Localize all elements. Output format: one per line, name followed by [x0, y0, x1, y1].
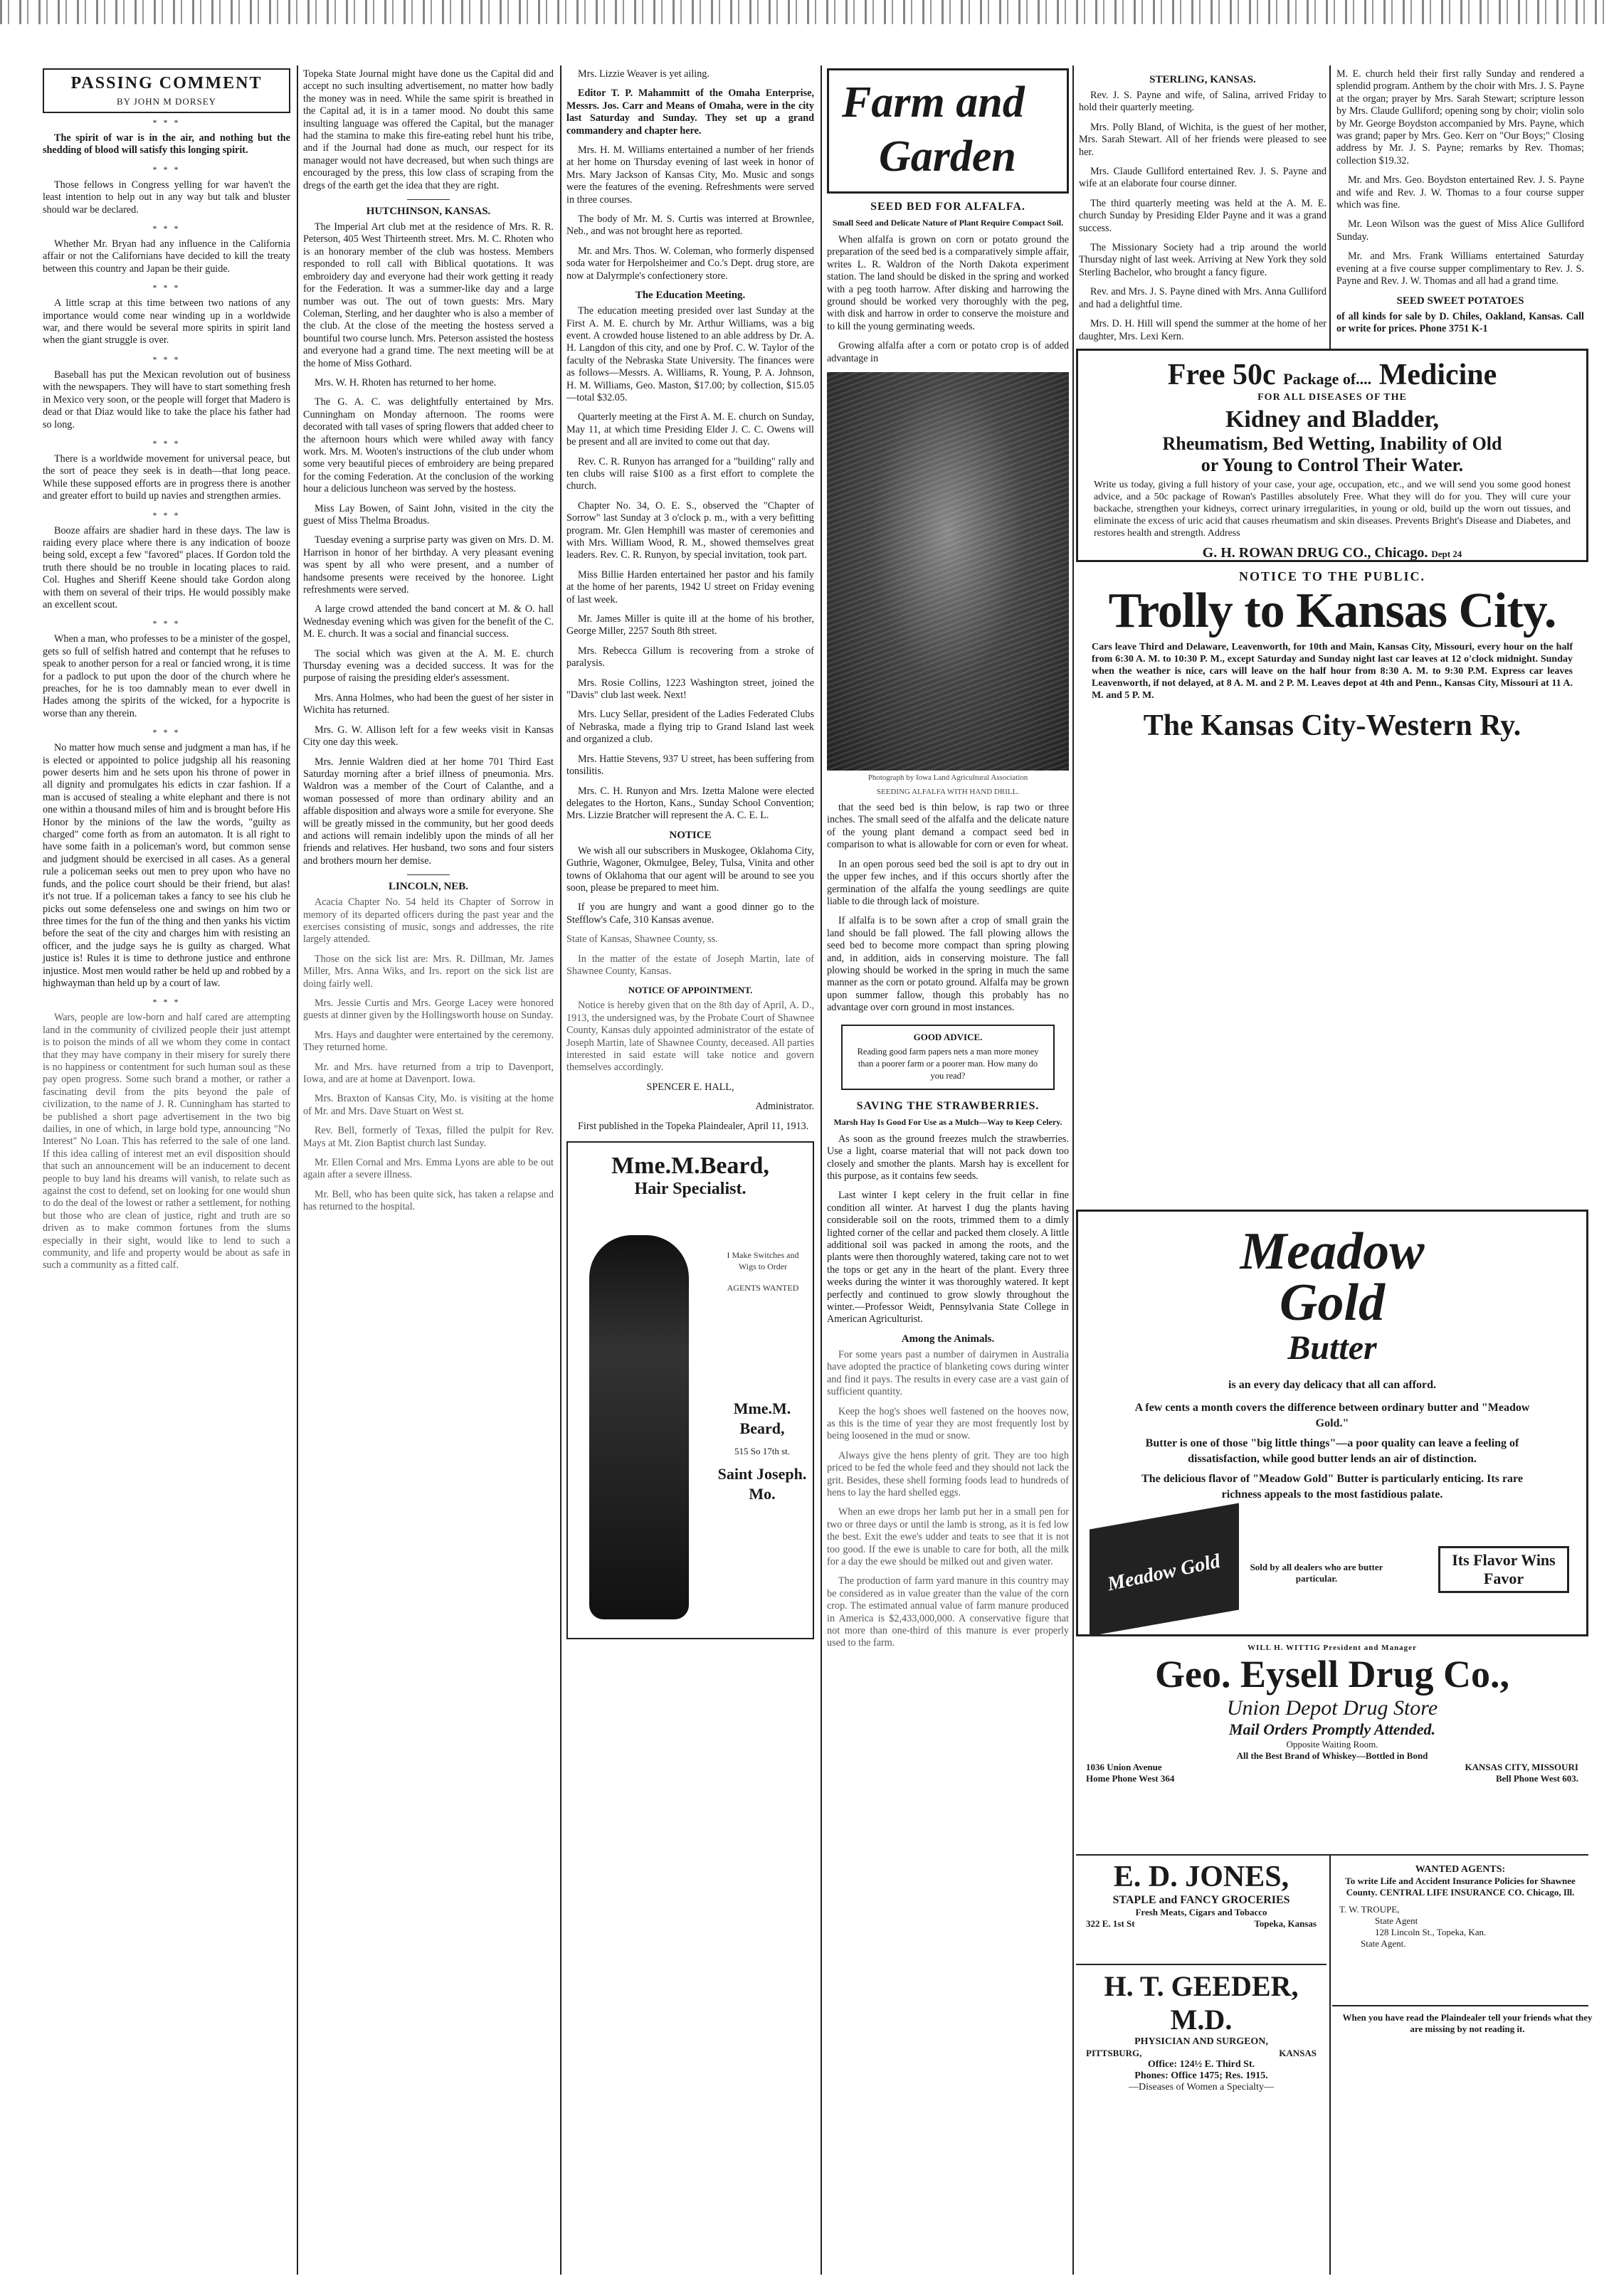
paragraph: Mrs. Anna Holmes, who had been the guest of her sister in Wichita has returned. — [303, 692, 554, 716]
divider — [1332, 2005, 1588, 2006]
paragraph: Mr. and Mrs. have returned from a trip to Davenport, Iowa, and are at home at Davenport. Iowa. — [303, 1061, 554, 1086]
ad-package: Package of.... — [1283, 370, 1372, 388]
paragraph: Mrs. Braxton of Kansas City, Mo. is visiting at the home of Mr. and Mrs. Dave Stuart on West st. — [303, 1093, 554, 1117]
ad-subtitle: PHYSICIAN AND SURGEON, — [1134, 2036, 1268, 2047]
ad-office: Office: 124½ E. Third St. — [1147, 2059, 1255, 2070]
ad-body: Write us today, giving a full history of your case, your age, occupation, etc., and we will send you some good honest advice, and a 50c package of Rowan's Pastilles absolutely Free. What they will do for you. They will cure your backache, strengthen your kidneys, correct urinary irregularities, in young or old, build up the worn out tissues, and eliminate the excess of uric acid that causes rheumatism and skin diseases. Prevents Bright's Disease and Diabetes, and restores health and strength. Address — [1094, 480, 1571, 539]
paragraph: Mrs. G. W. Allison left for a few weeks visit in Kansas City one day this week. — [303, 724, 554, 748]
paragraph: Chapter No. 34, O. E. S., observed the "Chapter of Sorrow" last Sunday at 3 o'clock p. m., with a very befitting program. Mr. Glen Hemphill was master of ceremonies and with Mrs. William Wood, R. M., showed themselves great leaders. Rev. C. R. Runyon, by special invitation, took part. — [566, 499, 814, 561]
ad-address-right: KANSAS CITY, MISSOURI — [1465, 1762, 1578, 1772]
eysell-drug-ad — [1076, 1644, 1588, 1857]
column-rule — [297, 65, 298, 2275]
paragraph: Mrs. D. H. Hill will spend the summer at the home of her daughter, Mrs. Lexi Kern. — [1079, 318, 1326, 342]
separator: * * * — [152, 618, 181, 629]
paragraph: When alfalfa is grown on corn or potato ground the preparation of the seed bed is a comparatively simple affair, writes L. R. Waldron of the North Dakota experiment station. The land should be disked in the spring and worked with a peg tooth harrow. After disking and harrowing the ground should be worked very thoroughly with the peg, with disk and harrow in order to conserve the moisture and to kill the young germinating weeds. — [827, 234, 1069, 332]
ad-opposite: Opposite Waiting Room. — [1286, 1739, 1378, 1750]
paragraph: Mr. Leon Wilson was the guest of Miss Alice Gulliford Sunday. — [1336, 218, 1584, 243]
ad-side-line: I Make Switches and Wigs to Order — [727, 1250, 799, 1272]
ad-agent-name: T. W. TROUPE, — [1339, 1904, 1400, 1915]
ad-title: WANTED AGENTS: — [1415, 1864, 1506, 1875]
ad-address-row — [1076, 1918, 1326, 1930]
divider — [1076, 1964, 1326, 1965]
separator: * * * — [152, 438, 181, 448]
package-label: Meadow Gold — [1105, 1550, 1223, 1596]
column-5-top — [1075, 68, 1331, 346]
ad-city-right: KANSAS — [1279, 2048, 1317, 2058]
paragraph: The Missionary Society had a trip around the world Thursday night of last week. Arriving at New York they sold Sterling Bachelor, who brought a fancy figure. — [1079, 242, 1326, 278]
paragraph: There is a worldwide movement for universal peace, but the sort of peace they seek is in death—that long peace. While these supposed efforts are in progress there is another and greater effort to build up navies and strengthen armies. — [43, 453, 290, 502]
paragraph: When a man, who professes to be a minister of the gospel, gets so full of selfish hatred and contempt that he refuses to speak to another person for a real or fancied wrong, it is time for a padlock to put upon the door of the church where he preaches, for he is too damnably mean to ever dwell in Hades among the spirits of the wicked, for a hypocrite is worse than any therein. — [43, 633, 290, 719]
paragraph: Keep the hog's shoes well fastened on the hooves now, as this is the time of year they are most frequently lost by being loosened in the mud or snow. — [827, 1405, 1069, 1442]
photo-credit: Photograph by Iowa Land Agricultural Association — [867, 773, 1028, 783]
ad-title: E. D. JONES, — [1113, 1861, 1289, 1893]
ad-title: Geo. Eysell Drug Co., — [1155, 1653, 1509, 1695]
article-heading: NOTICE OF APPOINTMENT. — [628, 985, 753, 996]
meadow-gold-butter-ad — [1076, 1210, 1588, 1636]
agents-wanted-ad — [1332, 1860, 1588, 2002]
paragraph: The third quarterly meeting was held at the A. M. E. church Sunday by Presiding Elder Payne and it was a grand success. — [1079, 197, 1326, 234]
paragraph: Wars, people are low-born and half cared are attempting land in the community of civilized people their just attempt is to poison the minds of all we whom they come in contact that they may have company in their misery for surely there is no happiness or contentment for such human soul as these pay open progress. Some such brand a mother, or rather a fascinating devil from the pits beyond the pale of civilization, to the name of J. R. Cunningham has started to be published a short page advertisement in the two big dailies, in one of which, in large bold type, announcing "No Interest" No Loan. This has referred to the sale of one land. If this idea calling of interest met an evil disposition should that such an announcement will be an inducement to decent people to buy land his dreams will vanish, to relate such as against the cost to defend, set on looking for one would shun to do the deal of the lowest or rather a settlement, for nothing but those who are clean of justice, right and truth are so driven as to make common fortunes from the slums especially in their sight, would like to lend to such a community, and life and property would be about as safe in such a community as a fitted calf. — [43, 1012, 290, 1271]
ad-subhead: FOR ALL DISEASES OF THE — [1257, 392, 1407, 403]
photo-caption: SEEDING ALFALFA WITH HAND DRILL. — [876, 788, 1020, 797]
paragraph: Rev. J. S. Payne and wife, of Salina, arrived Friday to hold their quarterly meeting. — [1079, 90, 1326, 114]
paragraph: The production of farm yard manure in this country may be considered as in value greater than the value of the corn crop. The estimated annual value of farm manure produced in America is $2,433,000,000. A conservative figure that not more than one-third of this manure is ever properly used to the farm. — [827, 1575, 1069, 1649]
ad-mail-orders: Mail Orders Promptly Attended. — [1228, 1720, 1436, 1738]
farm-and-garden-header — [827, 68, 1069, 194]
ad-slogan: Its Flavor Wins Favor — [1438, 1546, 1569, 1593]
article-heading: Among the Animals. — [901, 1333, 995, 1345]
ad-city: Saint Joseph. Mo. — [717, 1465, 807, 1503]
ad-line: is an every day delicacy that all can afford. — [1228, 1379, 1436, 1391]
column-2 — [299, 68, 558, 2275]
separator: * * * — [152, 282, 181, 293]
paragraph: We wish all our subscribers in Muskogee, Oklahoma City, Guthrie, Wagoner, Okmulgee, Beley, Tulsa, Vinita and other towns of Oklahoma that our agent will be around to see you soon, please be prepared to meet him. — [566, 845, 814, 894]
ad-address-left: 322 E. 1st St — [1086, 1918, 1135, 1929]
brand-logo-line2: Gold — [1280, 1274, 1385, 1332]
column-6-top — [1332, 68, 1588, 346]
byline: BY JOHN M DORSEY — [116, 96, 217, 107]
ad-brand: All the Best Brand of Whiskey—Bottled in Bond — [1236, 1750, 1428, 1761]
paragraph: In an open porous seed bed the soil is apt to dry out in the upper few inches, and if this occurs shortly after the germination of the alfalfa the young seedlings are quite liable to die through lack of moisture. — [827, 858, 1069, 907]
ad-phone-row — [1076, 1773, 1588, 1784]
box-heading: GOOD ADVICE. — [913, 1031, 983, 1042]
separator: * * * — [152, 223, 181, 234]
paragraph: Mrs. Hattie Stevens, 937 U street, has been suffering from tonsilitis. — [566, 753, 814, 778]
ad-agent-role: State Agent — [1375, 1915, 1418, 1926]
paragraph: Mrs. C. H. Runyon and Mrs. Izetta Malone were elected delegates to the Horton, Kans., Sunday School Convention; Mrs. Lizzie Bratcher will represent the A. C. E. L. — [566, 785, 814, 822]
notice-heading: NOTICE — [669, 829, 712, 841]
paragraph: The Imperial Art club met at the residence of Mrs. R. R. Peterson, 405 West Thirteenth street. Mrs. M. C. Rhoten who is an honorary member of the club was hostess. Members responded to roll call with Biblical quotations. It was embroidery day and everyone had their work getting it ready for the Federation. It was a summer-like day and a large number was out. The out of town guests: Mrs. Mary Coleman, Sterling, and her daughter who is also a member of the club. At the close of the meeting the hostess served a bountiful two course lunch. Mrs. Peterson assisted the hostess and everyone had a grand time. The next meeting will be at the home of Miss Gothard. — [303, 221, 554, 369]
section-title-line1: Farm and — [842, 78, 1025, 127]
column-rule — [821, 65, 822, 2275]
separator: * * * — [152, 509, 181, 520]
beard-hair-specialist-ad — [566, 1141, 814, 1639]
paragraph: If alfalfa is to be sown after a crop of small grain the land should be fall plowed. The fall plowing allows the seed bed to become more compact than spring plowing and, in addition, aids in conserving moisture. The fall plowing should be worked in the spring in much the same manner as the corn or potato ground. Alfalfa may be grown upon summer fallow, though this probably has no advantage over corn ground in most instances. — [827, 915, 1069, 1014]
ad-title: Mme.M.Beard, — [611, 1153, 769, 1180]
paragraph: Mrs. Jessie Curtis and Mrs. George Lacey were honored guests at dinner given by the Hollingsworth house on Sunday. — [303, 998, 554, 1022]
ad-body: Cars leave Third and Delaware, Leavenworth, for 10th and Main, Kansas City, Missouri, every hour on the half from 6:30 A. M. to 10:30 P. M., except Saturday and Sunday night last car leaves at 12 o'clock midnight. Sunday when the weather is nice, cars will leave on the half hour from 8:30 A. M. to 9:30 P.M. Express car leaves Leavenworth, if not delayed, at 8 A. M. and 2 P. M. Leaves depot at 4th and Penn., Kansas City, Missouri at 11 A. M. and 5 P. M. — [1092, 642, 1573, 701]
column-4 — [823, 68, 1073, 2275]
ad-line: Butter is one of those "big little things"—a poor quality can leave a feeling of dissatisfaction, while good butter lends an air of distinction. — [1145, 1437, 1519, 1465]
paragraph: As soon as the ground freezes mulch the strawberries. Use a light, coarse material that will not pack down too closely and smother the plants. Marsh hay is excellent for this purpose, as it contains few seeds. — [827, 1133, 1069, 1182]
paragraph: Those on the sick list are: Mrs. R. Dillman, Mr. James Miller, Mrs. Anna Wiks, and Irs. report on the sick list are doing fairly well. — [303, 953, 554, 990]
paragraph: Always give the hens plenty of grit. They are too high priced to be fed the whole feed and they should not lack the grit. Besides, these shell forming foods lead to hundreds of hens to lay the hard shelled eggs. — [827, 1449, 1069, 1498]
separator: * * * — [152, 164, 181, 174]
ad-free: Free 50c — [1167, 359, 1276, 391]
signer: SPENCER E. HALL, — [646, 1081, 734, 1093]
ad-headline — [1078, 358, 1586, 392]
ad-agent-address: 128 Lincoln St., Topeka, Kan. — [1375, 1927, 1487, 1937]
paragraph: Mrs. Lucy Sellar, president of the Ladies Federated Clubs of Nebraska, made a flying trip to Grand Island last week and organized a club. — [566, 709, 814, 746]
ad-subtitle: STAPLE and FANCY GROCERIES — [1112, 1894, 1290, 1906]
paragraph: Mr. and Mrs. Thos. W. Coleman, who formerly dispensed soda water for Herpolsheimer and Co.'s Dept. drug store, are now at Dalyrmple's confectionery store. — [566, 245, 814, 282]
article-heading: HUTCHINSON, KANSAS. — [366, 206, 491, 218]
divider — [1076, 1854, 1588, 1856]
paragraph: Mr. Ellen Cornal and Mrs. Emma Lyons are able to be out again after a severe illness. — [303, 1157, 554, 1181]
ad-railway: The Kansas City-Western Ry. — [1143, 709, 1521, 742]
ad-name: Mme.M. Beard, — [733, 1400, 791, 1438]
column-3 — [562, 68, 818, 2275]
trolly-ad — [1076, 569, 1588, 783]
good-advice-box — [841, 1025, 1055, 1090]
paragraph: Mrs. Hays and daughter were entertained by the ceremony. They returned home. — [303, 1029, 554, 1054]
signer-title: Administrator. — [755, 1101, 814, 1113]
ad-sold-by: Sold by all dealers who are butter particular. — [1250, 1562, 1383, 1584]
column-1 — [38, 68, 295, 2275]
ad-body: To write Life and Accident Insurance Policies for Shawnee County. CENTRAL LIFE INSURANCE CO. Chicago, Ill. — [1345, 1876, 1576, 1898]
ad-line: A few cents a month covers the difference between ordinary butter and "Meadow Gold." — [1134, 1402, 1530, 1429]
ad-line: or Young to Control Their Water. — [1201, 455, 1464, 475]
article-subheading: Small Seed and Delicate Nature of Plant Require Compact Soil. — [832, 218, 1064, 228]
column-rule — [560, 65, 561, 2275]
ad-specialty: —Diseases of Women a Specialty— — [1129, 2082, 1274, 2093]
brand-logo-line1: Meadow — [1240, 1222, 1425, 1281]
article-heading: LINCOLN, NEB. — [388, 881, 469, 893]
paragraph: Mrs. W. H. Rhoten has returned to her home. — [315, 376, 497, 388]
article-heading: STERLING, KANSAS. — [1149, 74, 1256, 85]
ad-medicine: Medicine — [1378, 359, 1497, 391]
paragraph: The education meeting presided over last Sunday at the First A. M. E. church by Mr. Arthur Williams, was a big event. A crowded house listened to an able address by Dr. A. H. Langdon of this city, and one by Prof. C. W. Taylor of the faculty of the Nebraska State University. The finances were as follows—Messrs. A. Williams, R. Young, P. A. Johnson, H. M. Williams, Geo. Maston, $17.00; by collection, $15.05—total $32.05. — [566, 305, 814, 403]
paragraph: Whether Mr. Bryan had any influence in the California affair or not the Californians have decided to kill the treaty between this country and Japan be their guide. — [43, 238, 290, 275]
ad-name-block — [717, 1399, 807, 1504]
column-rule — [1329, 65, 1331, 350]
ad-dept: Dept 24 — [1431, 549, 1462, 559]
ad-top-line: WILL H. WITTIG President and Manager — [1248, 1644, 1417, 1652]
ad-city-left: PITTSBURG, — [1086, 2048, 1142, 2058]
ad-agents: AGENTS WANTED — [727, 1283, 799, 1294]
ad-phones: Phones: Office 1475; Res. 1915. — [1134, 2070, 1268, 2081]
ad-subtitle2: Fresh Meats, Cigars and Tobacco — [1135, 1907, 1267, 1917]
paragraph: The spirit of war is in the air, and nothing but the shedding of blood will satisfy this longing spirit. — [43, 132, 290, 157]
ad-address-row — [1076, 1762, 1588, 1773]
paragraph: Editor T. P. Mahammitt of the Omaha Enterprise, Messrs. Jos. Carr and Means of Omaha, were in the city last Saturday and Sunday. They set up a grand commandery and chapter here. — [566, 88, 814, 137]
paragraph: Topeka State Journal might have done us the Capital did and accept no such insulting advertisement, no matter how badly the money was in need. While the same spirit is breathed in the Capital ad, it is in a tamer mood. No doubt this same insulting language was offered the Capital, but the manager had the stamina to make this fire-eating rebel hunt his tribe, and if the Journal had done as much, our respect for its manager would not have decreased, but when such things are encouraged by the press, this low class of scraping from the dregs of the earth get the idea that they are right. — [303, 68, 554, 191]
ad-notice: NOTICE TO THE PUBLIC. — [1238, 569, 1426, 583]
paragraph: Acacia Chapter No. 54 held its Chapter of Sorrow in memory of its departed officers during the past year and the exercises consisting of music, songs and addresses, the rite largely attended. — [303, 896, 554, 946]
paragraph: Mrs. Claude Gulliford entertained Rev. J. S. Payne and wife at an elaborate four course dinner. — [1079, 166, 1326, 190]
ad-title: H. T. GEEDER, M.D. — [1104, 1970, 1299, 2036]
article-heading: SEED BED FOR ALFALFA. — [870, 201, 1025, 213]
paragraph: of all kinds for sale by D. Chiles, Oakland, Kansas. Call or write for prices. Phone 3751 K-1 — [1336, 310, 1584, 334]
separator: * * * — [152, 117, 181, 127]
paragraph: A large crowd attended the band concert at M. & O. hall Wednesday evening which was given for the benefit of the C. M. E. church. It was a social and financial success. — [303, 603, 554, 640]
divider — [407, 874, 450, 875]
paragraph: The G. A. C. was delightfully entertained by Mrs. Cunningham on Monday afternoon. The rooms were decorated with tall vases of spring flowers that added cheer to the afternoon hours which were whiled away with fancy work. Mrs. M. Wooten's instructions of the club under whom some very beautiful pieces of embroidery are being prepared for the coming Federation. At the conclusion of the working hour a delicious luncheon was served by the hostess. — [303, 396, 554, 495]
jones-grocery-ad — [1076, 1860, 1326, 1959]
section-title-line2: Garden — [879, 132, 1016, 181]
separator: * * * — [152, 997, 181, 1007]
separator: * * * — [152, 354, 181, 364]
paragraph: When an ewe drops her lamb put her in a small pen for two or three days or until the lamb is strong, as it is fed low the best. Exit the ewe's udder and teats to see that it is not too good. If the ewe is unable to care for both, all the milk for a day the ewe should be milked out and given water. — [827, 1506, 1069, 1567]
paragraph: If you are hungry and want a good dinner go to the Stefflow's Cafe, 310 Kansas avenue. — [566, 901, 814, 926]
ad-line: Kidney and Bladder, — [1225, 406, 1440, 433]
alfalfa-seeding-photo — [827, 372, 1069, 771]
paragraph: Mrs. Rosie Collins, 1223 Washington street, joined the "Davis" club last week. Next! — [566, 677, 814, 702]
ad-phone-right: Bell Phone West 603. — [1495, 1773, 1578, 1784]
paragraph: Growing alfalfa after a corn or potato crop is of added advantage in — [827, 340, 1069, 364]
ad-agent-role2: State Agent. — [1361, 1938, 1406, 1949]
paragraph: Miss Lay Bowen, of Saint John, visited in the city the guest of Miss Thelma Broadus. — [303, 502, 554, 527]
brand-product: Butter — [1287, 1329, 1377, 1367]
paragraph: Rev. C. R. Runyon has arranged for a "building" rally and ten clubs will raise $100 as a first effort to complete the church. — [566, 455, 814, 492]
ad-company: G. H. ROWAN DRUG CO., Chicago. — [1202, 545, 1428, 561]
paragraph: Notice is hereby given that on the 8th day of April, A. D., 1913, the undersigned was, by the Probate Court of Shawnee County, Kansas duly appointed administrator of the estate of Joseph Martin, late of Shawnee County, deceased. All parties interested in said estate will take notice and govern themselves accordingly. — [566, 1000, 814, 1074]
paragraph: State of Kansas, Shawnee County, ss. — [566, 933, 718, 946]
paragraph: Rev. and Mrs. J. S. Payne dined with Mrs. Anna Gulliford and had a delightful time. — [1079, 286, 1326, 310]
ad-subtitle: Union Depot Drug Store — [1226, 1696, 1438, 1720]
footer-note: When you have read the Plaindealer tell your friends what they are missing by not reading it. — [1342, 2012, 1593, 2034]
section-title: PASSING COMMENT — [70, 74, 263, 92]
paragraph: that the seed bed is thin below, is rap two or three inches. The small seed of the alfalfa and the delicate nature of the young plant demand a compact seed bed in comparison to what is allowable for corn or even for wheat. — [827, 802, 1069, 851]
hair-switch-illustration — [589, 1235, 689, 1619]
paragraph: Booze affairs are shadier hard in these days. The law is raiding every place where there is any indication of booze being sold, except a few "favored" places. If Gordon told the truth there should be no trouble in locating places to raid. Col. Hughes and Sheriff Keene should take Gordon along with them on several of their trips. He would possibly make an excellent scout. — [43, 524, 290, 610]
paragraph: Mr. Bell, who has been quite sick, has taken a relapse and has returned to the hospital. — [303, 1188, 554, 1213]
geeder-physician-ad — [1076, 1969, 1326, 2097]
ad-subtitle: Hair Specialist. — [634, 1180, 747, 1199]
paragraph: Mr. and Mrs. Geo. Boydston entertained Rev. J. S. Payne and wife and Rev. J. W. Thomas to a four course supper which was fine. — [1336, 174, 1584, 211]
paragraph: The body of Mr. M. S. Curtis was interred at Brownlee, Neb., and was not brought here as reported. — [566, 213, 814, 238]
divider — [407, 199, 450, 200]
paragraph: A little scrap at this time between two nations of any importance would come near winding up in a worldwide war, and there would be several more spirits in spirit land when the giant struggle is over. — [43, 297, 290, 346]
passing-comment-header — [43, 68, 290, 113]
paragraph: Mrs. H. M. Williams entertained a number of her friends at her home on Thursday evening of last week in honor of Mrs. Mary Jackson of Kansas City, Mo. Music and songs were the features of the evening. Refreshments were served in three courses. — [566, 144, 814, 206]
paragraph: Miss Billie Harden entertained her pastor and his family at the home of her parents, 1942 U street on Friday evening of last week. — [566, 568, 814, 605]
paragraph: Last winter I kept celery in the fruit cellar in fine condition all winter. At harvest I dug the plants having considerable soil on the roots, trimmed them to a dimly lighted corner of the cellar and packed them closely. A little additional soil was packed in among the roots, and the plants were then thoroughly watered, taking care not to wet the tops or get any in the heart of the plant. Every three weeks during the winter it was thoroughly watered. It kept perfectly and continued to grow slowly throughout the winter.—Professor Weidt, Pennsylvania State College in American Agriculturist. — [827, 1190, 1069, 1326]
separator: * * * — [152, 727, 181, 738]
ad-title: Trolly to Kansas City. — [1108, 583, 1556, 638]
paragraph: In the matter of the estate of Joseph Martin, late of Shawnee County, Kansas. — [566, 953, 814, 977]
paragraph: Baseball has put the Mexican revolution out of business with the newspapers. They will have to start something fresh in Mexico very soon, or the people will forget that Madero is dead or that Diaz would like to take the place his father had so long. — [43, 369, 290, 430]
ad-line: The delicious flavor of "Meadow Gold" Butter is particularly enticing. Its rare richness appeals to the most fastidious palate. — [1141, 1473, 1523, 1501]
paragraph: Mrs. Jennie Waldren died at her home 701 Third East Saturday morning after a brief illness of pneumonia. Mrs. Waldron was a member of the Court of Calanthe, and a woman possessed of more than ordinary ability and an affable disposition and always wore a smile for everyone. She will be greatly missed in the community, but her good deeds and actions will remain indelibly upon the minds of all her friends and relatives. Her husband, two sons and four sisters and brothers mourn her demise. — [303, 756, 554, 867]
paragraph: First published in the Topeka Plaindealer, April 11, 1913. — [578, 1120, 809, 1132]
article-subheading: Marsh Hay Is Good For Use as a Mulch—Way to Keep Celery. — [833, 1116, 1062, 1127]
column-rule — [1329, 1854, 1331, 2275]
ad-address-right: Topeka, Kansas — [1254, 1918, 1317, 1929]
ad-phone-left: Home Phone West 364 — [1086, 1773, 1175, 1784]
paragraph: Mrs. Rebecca Gillum is recovering from a stroke of paralysis. — [566, 645, 814, 670]
ad-city-row — [1076, 2048, 1326, 2059]
paragraph: Those fellows in Congress yelling for war haven't the least intention to help out in any way but talk and bluster should war be declared. — [43, 179, 290, 216]
paragraph: Rev. Bell, formerly of Texas, filled the pulpit for Rev. Mays at Mt. Zion Baptist church last Sunday. — [303, 1125, 554, 1149]
ad-address: 515 So 17th st. — [734, 1446, 790, 1457]
paragraph: No matter how much sense and judgment a man has, if he is elected or appointed to police judgship all his reasoning power deserts him and he sets upon his throne of power in all dignity and promulgates his edicts in czar fashion. If a man is accused of stealing a white elephant and there is not one within a thousand miles of him and is brought before His Honor by the minions of the law the words, "guilty as charged" come forth as from an automaton. It is all right to have some faith in a policeman's word, but common sense and judgment should be exercised in all cases. As a general rule a policeman seeks out men to prey upon who have no funds, and the police court should be their friend, but alas! it's not true. If a policeman takes a fancy to see his club he picks out some defenseless one and swings on him two or three times for the fun of the thing and then yanks his victim before the seat of the city and charges him with resisting an officer, and the judge says he is guilty as charged. What justice is! Rules it is time to dethrone justice and enthrone injustice. Most men would rather be held up and robbed by a highwayman than held up by a court of law. — [43, 742, 290, 989]
paragraph: The social which was given at the A. M. E. church Thursday evening was a decided success. It was for the purpose of raising the presiding elder's assessment. — [303, 647, 554, 684]
ad-line: Rheumatism, Bed Wetting, Inability of Old — [1162, 433, 1502, 454]
ad-signature — [1078, 545, 1586, 561]
paragraph: Quarterly meeting at the First A. M. E. church on Sunday, May 11, at which time Presiding Elder J. C. C. Owens will be present and all are invited to come out that day. — [566, 411, 814, 448]
torn-top-edge — [0, 0, 1614, 24]
paragraph: Mr. and Mrs. Frank Williams entertained Saturday evening at a five course supper complimentary to Rev. J. S. Payne and Rev. J. W. Thomas and all had a grand time. — [1336, 250, 1584, 287]
paragraph: Mr. James Miller is quite ill at the home of his brother, George Miller, 2257 South 8th street. — [566, 613, 814, 638]
paragraph: For some years past a number of dairymen in Australia have adopted the practice of blanketing cows during winter and find it pays. The results in every case are a vast gain of sufficient quantity. — [827, 1348, 1069, 1398]
paragraph: Tuesday evening a surprise party was given on Mrs. D. M. Harrison in honor of her birthday. A very pleasant evening was spent by all who were present, and a number of handsome presents were received by the honoree. Light refreshments were served. — [303, 534, 554, 596]
rowan-medicine-ad — [1076, 349, 1588, 562]
paragraph: M. E. church held their first rally Sunday and rendered a splendid program. Anthem by the choir with Mrs. J. S. Payne at the organ; prayer by Mrs. Sarah Stewart; scripture lesson by Mrs. Claude Gulliford; opening song by choir; violin solo by Mr. George Boydston accompanied by Mrs. Payne, which was grand; paper by Mrs. Geo. Kerr on "Our Boys;" Closing address by Mr. J. S. Payne; remarks by Rev. Thomas; collection $19.32. — [1336, 68, 1584, 166]
paragraph: Mrs. Polly Bland, of Wichita, is the guest of her mother, Mrs. Sarah Stewart. All of her friends were pleased to see her. — [1079, 121, 1326, 158]
article-heading: SEED SWEET POTATOES — [1396, 295, 1524, 307]
article-heading: SAVING THE STRAWBERRIES. — [856, 1099, 1040, 1112]
article-heading: The Education Meeting. — [635, 290, 746, 302]
box-text: Reading good farm papers nets a man more money than a poorer farm or a poorer man. How many do you read? — [857, 1046, 1039, 1081]
ad-address-left: 1036 Union Avenue — [1086, 1762, 1162, 1772]
ad-side-text — [720, 1249, 806, 1294]
paragraph: Mrs. Lizzie Weaver is yet ailing. — [578, 68, 710, 80]
